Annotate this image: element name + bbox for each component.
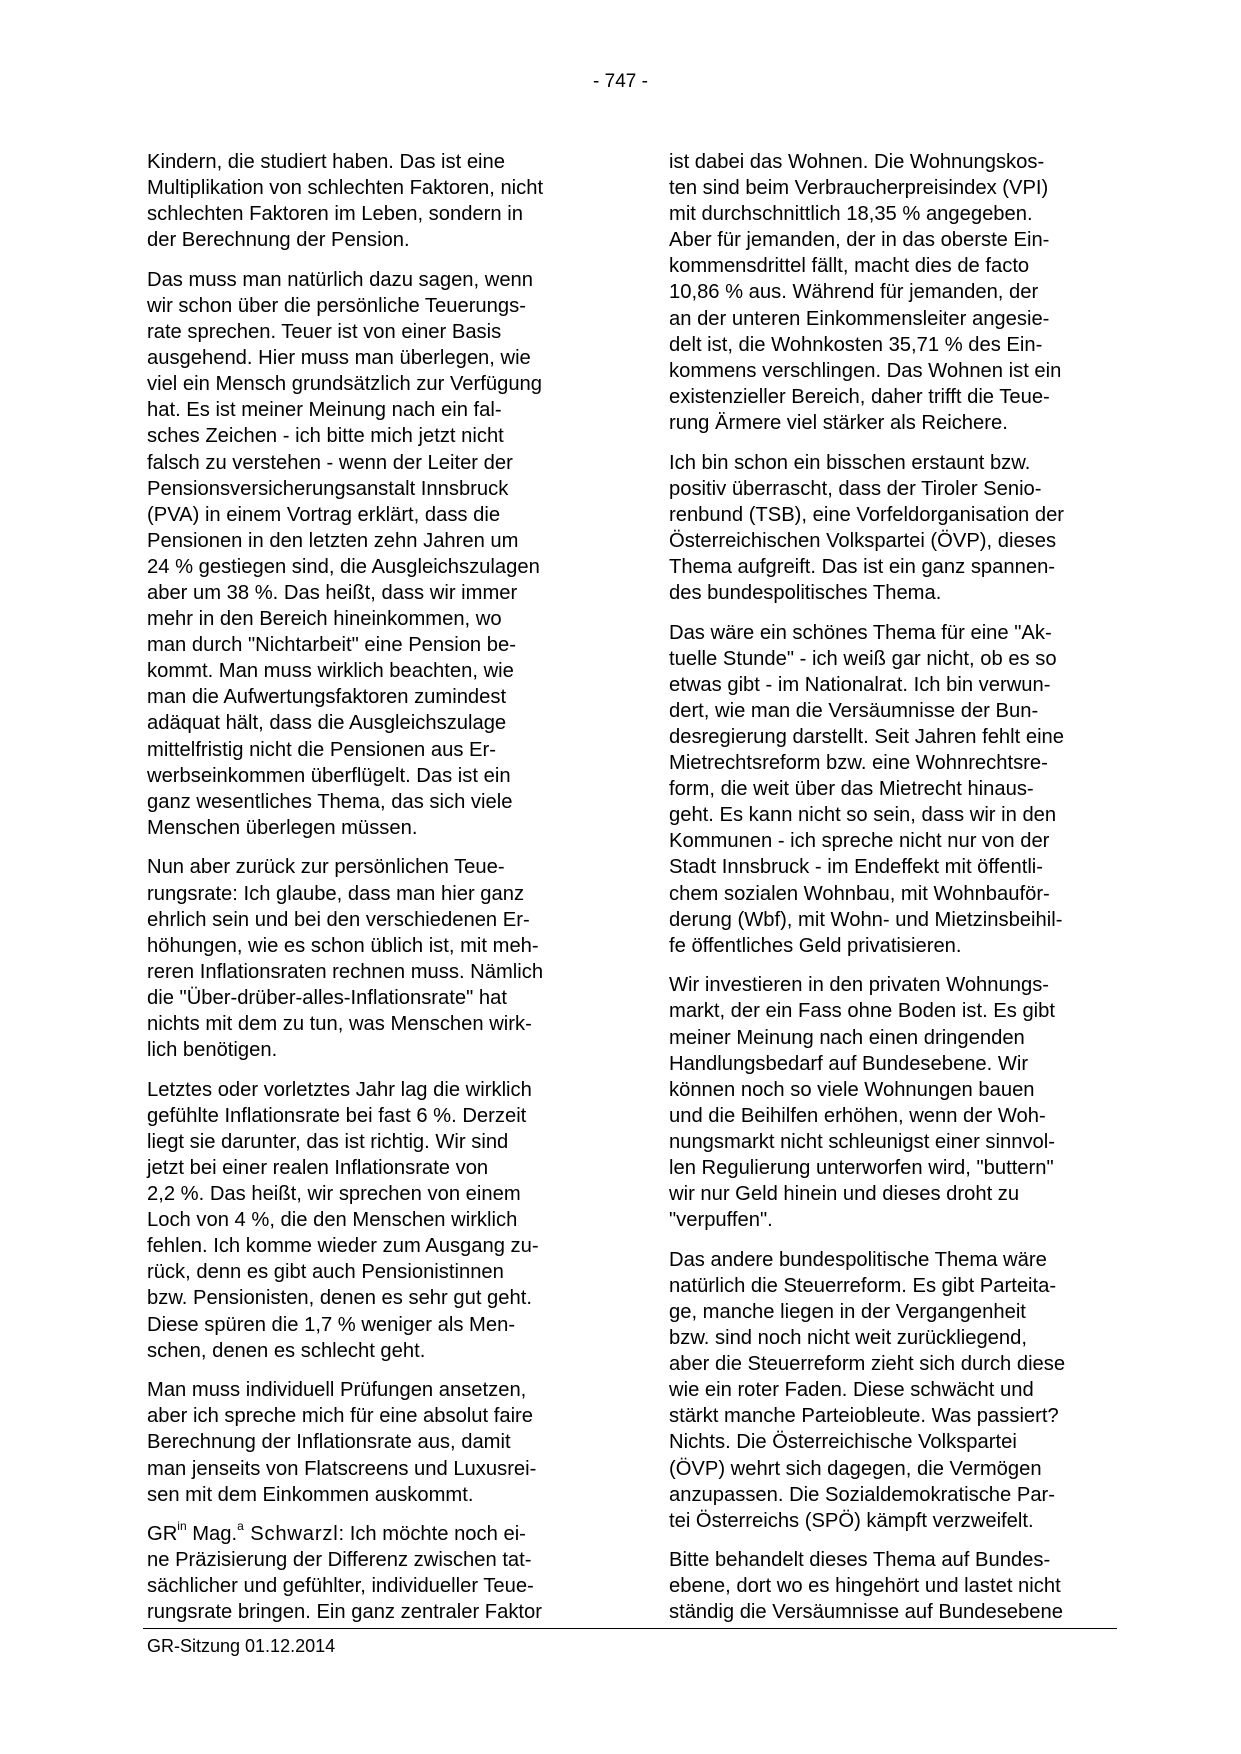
text-line: Das muss man natürlich dazu sagen, wenn (147, 268, 534, 291)
text-line: nungsmarkt nicht schleunigst einer sinnvol- (669, 1130, 1055, 1153)
text-line: tuelle Stunde" - ich weiß gar nicht, ob es so (669, 647, 1057, 670)
text-line: Thema aufgreift. Das ist ein ganz spannen- (669, 555, 1056, 578)
text-line: die "Über-drüber-alles-Inflationsrate" hat (147, 986, 507, 1009)
page-number: - 747 - (593, 71, 648, 92)
left-column (147, 149, 607, 1639)
text-line: chem sozialen Wohnbau, mit Wohnbauför- (669, 882, 1050, 905)
text-line: sächlicher und gefühlter, individueller Teue- (147, 1575, 534, 1598)
text-line: Kommunen - ich spreche nicht nur von der (669, 830, 1050, 853)
text-line: Stadt Innsbruck - im Endeffekt mit öffentli- (669, 856, 1044, 879)
text-line: delt ist, die Wohnkosten 35,71 % des Ein- (669, 333, 1043, 356)
speaker-name: Schwarzl (243, 1523, 339, 1546)
speaker-title-mag-suffix: a (237, 1519, 244, 1534)
text-line: kommensdrittel fällt, macht dies de facto (669, 255, 1030, 278)
text-line: "verpuffen". (669, 1209, 773, 1232)
text-line: Aber für jemanden, der in das oberste Ein- (669, 229, 1050, 252)
text-line: Bitte behandelt dieses Thema auf Bundes- (669, 1549, 1051, 1572)
text-line: mehr in den Bereich hineinkommen, wo (147, 608, 502, 631)
text-line: Loch von 4 %, die den Menschen wirklich (147, 1209, 518, 1232)
text-line: und die Beihilfen erhöhen, wenn der Woh- (669, 1104, 1046, 1127)
text-line: ist dabei das Wohnen. Die Wohnungskos- (669, 151, 1045, 173)
text-line: des bundespolitisches Thema. (669, 582, 942, 604)
text-line: rungsrate bringen. Ein ganz zentraler Faktor (147, 1601, 542, 1624)
text-line: (ÖVP) wehrt sich dagegen, die Vermögen (669, 1457, 1042, 1480)
text-line: viel ein Mensch grundsätzlich zur Verfügung (147, 373, 542, 396)
text-line: sches Zeichen - ich bitte mich jetzt nicht (147, 425, 504, 448)
text-line: ne Präzisierung der Differenz zwischen tat- (147, 1549, 532, 1572)
text-line: 2,2 %. Das heißt, wir sprechen von einem (147, 1183, 521, 1206)
text-line: meiner Meinung nach einen dringenden (669, 1026, 1025, 1049)
text-line: nichts mit dem zu tun, was Menschen wirk- (147, 1013, 532, 1035)
text-line: liegt sie darunter, das ist richtig. Wir sind (147, 1130, 509, 1153)
text-line: ausgehend. Hier muss man überlegen, wie (147, 347, 531, 370)
paragraph (669, 1547, 1129, 1625)
text-line: Letztes oder vorletztes Jahr lag die wirklich (147, 1078, 532, 1101)
text-line: Pensionen in den letzten zehn Jahren um (147, 529, 519, 552)
text-line: Menschen überlegen müssen. (147, 816, 418, 839)
text-line: an der unteren Einkommensleiter angesie- (669, 307, 1050, 330)
text-line: ehrlich sein und bei den verschiedenen Er- (147, 908, 530, 931)
text-line: tei Österreichs (SPÖ) kämpft verzweifelt. (669, 1509, 1034, 1532)
text-line: rung Ärmere viel stärker als Reichere. (669, 411, 1008, 434)
text-line: Österreichischen Volkspartei (ÖVP), dieses (669, 529, 1057, 552)
text-line: der Berechnung der Pension. (147, 229, 410, 252)
paragraph (669, 1247, 1129, 1534)
text-line: kommens verschlingen. Das Wohnen ist ein (669, 359, 1062, 382)
text-line: ständig die Versäumnisse auf Bundesebene (669, 1601, 1063, 1624)
text-line: 10,86 % aus. Während für jemanden, der (669, 281, 1039, 304)
text-line: len Regulierung unterworfen wird, "buttern" (669, 1156, 1054, 1179)
text-line: Wir investieren in den privaten Wohnungs- (669, 974, 1050, 997)
text-line: Multiplikation von schlechten Faktoren, nicht (147, 177, 544, 200)
text-line: höhungen, wie es schon üblich ist, mit meh- (147, 934, 539, 957)
text-line: rungsrate: Ich glaube, dass man hier ganz (147, 882, 525, 905)
text-line: Berechnung der Inflationsrate aus, damit (147, 1431, 511, 1454)
text-line: adäquat hält, dass die Ausgleichszulage (147, 712, 507, 735)
paragraph (147, 1377, 607, 1507)
text-line: stärkt manche Parteiobleute. Was passiert? (669, 1405, 1059, 1428)
text-line: Das wäre ein schönes Thema für eine "Ak- (669, 621, 1052, 644)
text-line: fe öffentliches Geld privatisieren. (669, 934, 962, 957)
text-line: Mietrechtsreform bzw. eine Wohnrechtsre- (669, 752, 1048, 775)
speaker-title-gr: GR (147, 1523, 178, 1546)
text-line: man die Aufwertungsfaktoren zumindest (147, 686, 507, 709)
text-line: Nun aber zurück zur persönlichen Teue- (147, 856, 505, 879)
text-line: rate sprechen. Teuer ist von einer Basis (147, 321, 502, 344)
paragraph (669, 450, 1129, 607)
text-line: gefühlte Inflationsrate bei fast 6 %. Derzeit (147, 1104, 527, 1127)
text-line: derung (Wbf), mit Wohn- und Mietzinsbeihil- (669, 908, 1063, 931)
speaker-first-line-text: : Ich möchte noch ei- (338, 1523, 526, 1546)
footer-divider (143, 1628, 1117, 1629)
text-line: natürlich die Steuerreform. Es gibt Parteita- (669, 1274, 1057, 1297)
text-line: schlechten Faktoren im Leben, sondern in (147, 203, 523, 226)
text-line: rück, denn es gibt auch Pensionistinnen (147, 1261, 504, 1284)
speaker-paragraph (147, 1521, 607, 1625)
text-line: aber ich spreche mich für eine absolut faire (147, 1405, 534, 1428)
text-line: lich benötigen. (147, 1039, 278, 1062)
text-line: Pensionsversicherungsanstalt Innsbruck (147, 477, 509, 500)
text-line: 24 % gestiegen sind, die Ausgleichszulagen (147, 555, 540, 578)
text-line: etwas gibt - im Nationalrat. Ich bin verwun- (669, 673, 1051, 696)
text-line: man jenseits von Flatscreens und Luxusrei- (147, 1457, 537, 1480)
text-line: ebene, dort wo es hingehört und lastet nicht (669, 1575, 1061, 1598)
text-line: anzupassen. Die Sozialdemokratische Par- (669, 1483, 1055, 1506)
text-line: falsch zu verstehen - wenn der Leiter der (147, 451, 513, 474)
text-line: mit durchschnittlich 18,35 % angegeben. (669, 203, 1033, 226)
text-line: aber die Steuerreform zieht sich durch diese (669, 1353, 1066, 1376)
text-line: sen mit dem Einkommen auskommt. (147, 1483, 474, 1506)
text-line: renbund (TSB), eine Vorfeldorganisation der (669, 503, 1065, 526)
text-line: Man muss individuell Prüfungen ansetzen, (147, 1379, 527, 1402)
text-line: desregierung darstellt. Seit Jahren fehlt eine (669, 725, 1065, 748)
text-line: fehlen. Ich komme wieder zum Ausgang zu- (147, 1235, 539, 1258)
text-line: können noch so viele Wohnungen bauen (669, 1078, 1035, 1101)
paragraph (147, 267, 607, 841)
right-column (669, 149, 1129, 1639)
text-line: Nichts. Die Österreichische Volkspartei (669, 1431, 1017, 1454)
left-column-paragraphs (147, 149, 607, 1508)
speaker-title-mag: Mag. (186, 1523, 238, 1546)
text-line: markt, der ein Fass ohne Boden ist. Es gibt (669, 1000, 1055, 1023)
paragraph (669, 972, 1129, 1233)
text-line: wir nur Geld hinein und dieses droht zu (669, 1183, 1020, 1206)
paragraph (669, 149, 1129, 436)
footer-session-date: GR-Sitzung 01.12.2014 (147, 1636, 336, 1656)
text-line: man durch "Nichtarbeit" eine Pension be- (147, 634, 516, 657)
text-line: bzw. sind noch nicht weit zurückliegend, (669, 1327, 1027, 1350)
text-line: mittelfristig nicht die Pensionen aus Er- (147, 738, 496, 761)
text-line: schen, denen es schlecht geht. (147, 1339, 426, 1362)
text-line: Diese spüren die 1,7 % weniger als Men- (147, 1313, 516, 1336)
text-line: ten sind beim Verbraucherpreisindex (VPI) (669, 177, 1049, 200)
paragraph (147, 1077, 607, 1364)
text-line: ganz wesentliches Thema, das sich viele (147, 790, 513, 813)
text-line: wie ein roter Faden. Diese schwächt und (669, 1379, 1034, 1402)
text-line: werbseinkommen überflügelt. Das ist ein (147, 764, 511, 787)
speaker-line (147, 1521, 607, 1547)
text-line: jetzt bei einer realen Inflationsrate von (147, 1156, 489, 1179)
text-line: reren Inflationsraten rechnen muss. Nämlich (147, 960, 544, 983)
text-line: form, die weit über das Mietrecht hinaus- (669, 778, 1034, 801)
text-line: bzw. Pensionisten, denen es sehr gut geht. (147, 1287, 532, 1310)
text-line: dert, wie man die Versäumnisse der Bun- (669, 699, 1039, 722)
text-line: existenzieller Bereich, daher trifft die Teue- (669, 385, 1050, 408)
text-line: wir schon über die persönliche Teuerungs- (147, 294, 526, 317)
text-line: geht. Es kann nicht so sein, dass wir in den (669, 804, 1057, 827)
speaker-title-gr-suffix: in (177, 1519, 187, 1534)
text-line: (PVA) in einem Vortrag erklärt, dass die (147, 503, 501, 526)
text-line: Handlungsbedarf auf Bundesebene. Wir (669, 1052, 1029, 1075)
text-line: ge, manche liegen in der Vergangenheit (669, 1300, 1026, 1323)
paragraph (147, 854, 607, 1063)
text-line: kommt. Man muss wirklich beachten, wie (147, 660, 514, 683)
paragraph (669, 620, 1129, 959)
text-line: Das andere bundespolitische Thema wäre (669, 1248, 1047, 1271)
paragraph (147, 149, 607, 253)
right-column-paragraphs (669, 149, 1129, 1626)
text-line: Ich bin schon ein bisschen erstaunt bzw. (669, 451, 1031, 474)
text-line: aber um 38 %. Das heißt, dass wir immer (147, 582, 518, 604)
text-line: Kindern, die studiert haben. Das ist eine (147, 151, 505, 173)
text-line: positiv überrascht, dass der Tiroler Senio- (669, 477, 1042, 500)
text-line: hat. Es ist meiner Meinung nach ein fal- (147, 399, 502, 422)
